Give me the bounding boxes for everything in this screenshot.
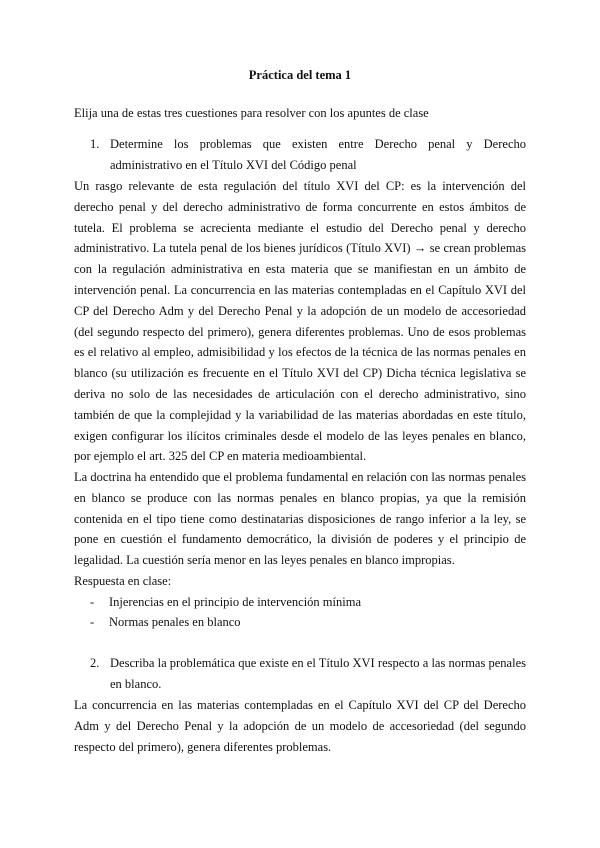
document-title: Práctica del tema 1 [248, 68, 352, 82]
question-1-number: 1. [90, 137, 100, 151]
bullet-text: Injerencias en el principio de intervención mínima [109, 595, 361, 609]
bullet-dash: - [90, 595, 95, 609]
bullet-text: Normas penales en blanco [109, 615, 241, 629]
answer-paragraph-3: La concurrencia en las materias contempladas en el Capítulo XVI del CP del Derecho Adm y del Derecho Penal y la adopción de un modelo de accesoriedad (del segundo respecto del primero), genera diferentes problemas. [74, 698, 526, 754]
response-label: Respuesta en clase: [74, 574, 172, 588]
answer-paragraph-1: Un rasgo relevante de esta regulación del título XVI del CP: es la intervención del derecho penal y del derecho administrativo de forma concurrente en estos ámbitos de tutela. El problema se acrecienta mediante el estudio del Derecho penal y derecho administrativo. La tutela penal de los bienes jurídicos (Título XVI) → se crean problemas con la regulación administrativa en esta materia que se manifiestan en un ámbito de intervención penal. La concurrencia en las materias contempladas en el Capítulo XVI del CP del Derecho Adm y del Derecho Penal y la adopción de un modelo de accesoriedad (del segundo respecto del primero), genera diferentes problemas. Uno de esos problemas es el relativo al empleo, admisibilidad y los efectos de la técnica de las normas penales en blanco (su utilización es frecuente en el Título XVI del CP) Dicha técnica legislativa se deriva no solo de las necesidades de articulación con el derecho administrativo, sino también de que la complejidad y la variabilidad de las materias abordadas en este título, exigen configurar los ilícitos criminales desde el modelo de las leyes penales en blanco, por ejemplo el art. 325 del CP en materia medioambiental. [74, 179, 526, 464]
intro-text: Elija una de estas tres cuestiones para resolver con los apuntes de clase [74, 106, 429, 120]
answer-paragraph-2: La doctrina ha entendido que el problema fundamental en relación con las normas penales en blanco se produce con las normas penales en blanco propias, ya que la remisión contenida en el tipo tiene como destinatarias disposiciones de rango inferior a la ley, se pone en cuestión el fundamento democrático, la división de poderes y el principio de legalidad. La cuestión sería menor en las leyes penales en blanco impropias. [74, 470, 526, 568]
question-1-text: Determine los problemas que existen entre Derecho penal y Derecho administrativo en el Título XVI del Código penal [110, 137, 526, 172]
question-2-number: 2. [90, 656, 100, 670]
bullet-dash: - [90, 615, 95, 629]
question-2-text: Describa la problemática que existe en el Título XVI respecto a las normas penales en blanco. [110, 656, 526, 691]
